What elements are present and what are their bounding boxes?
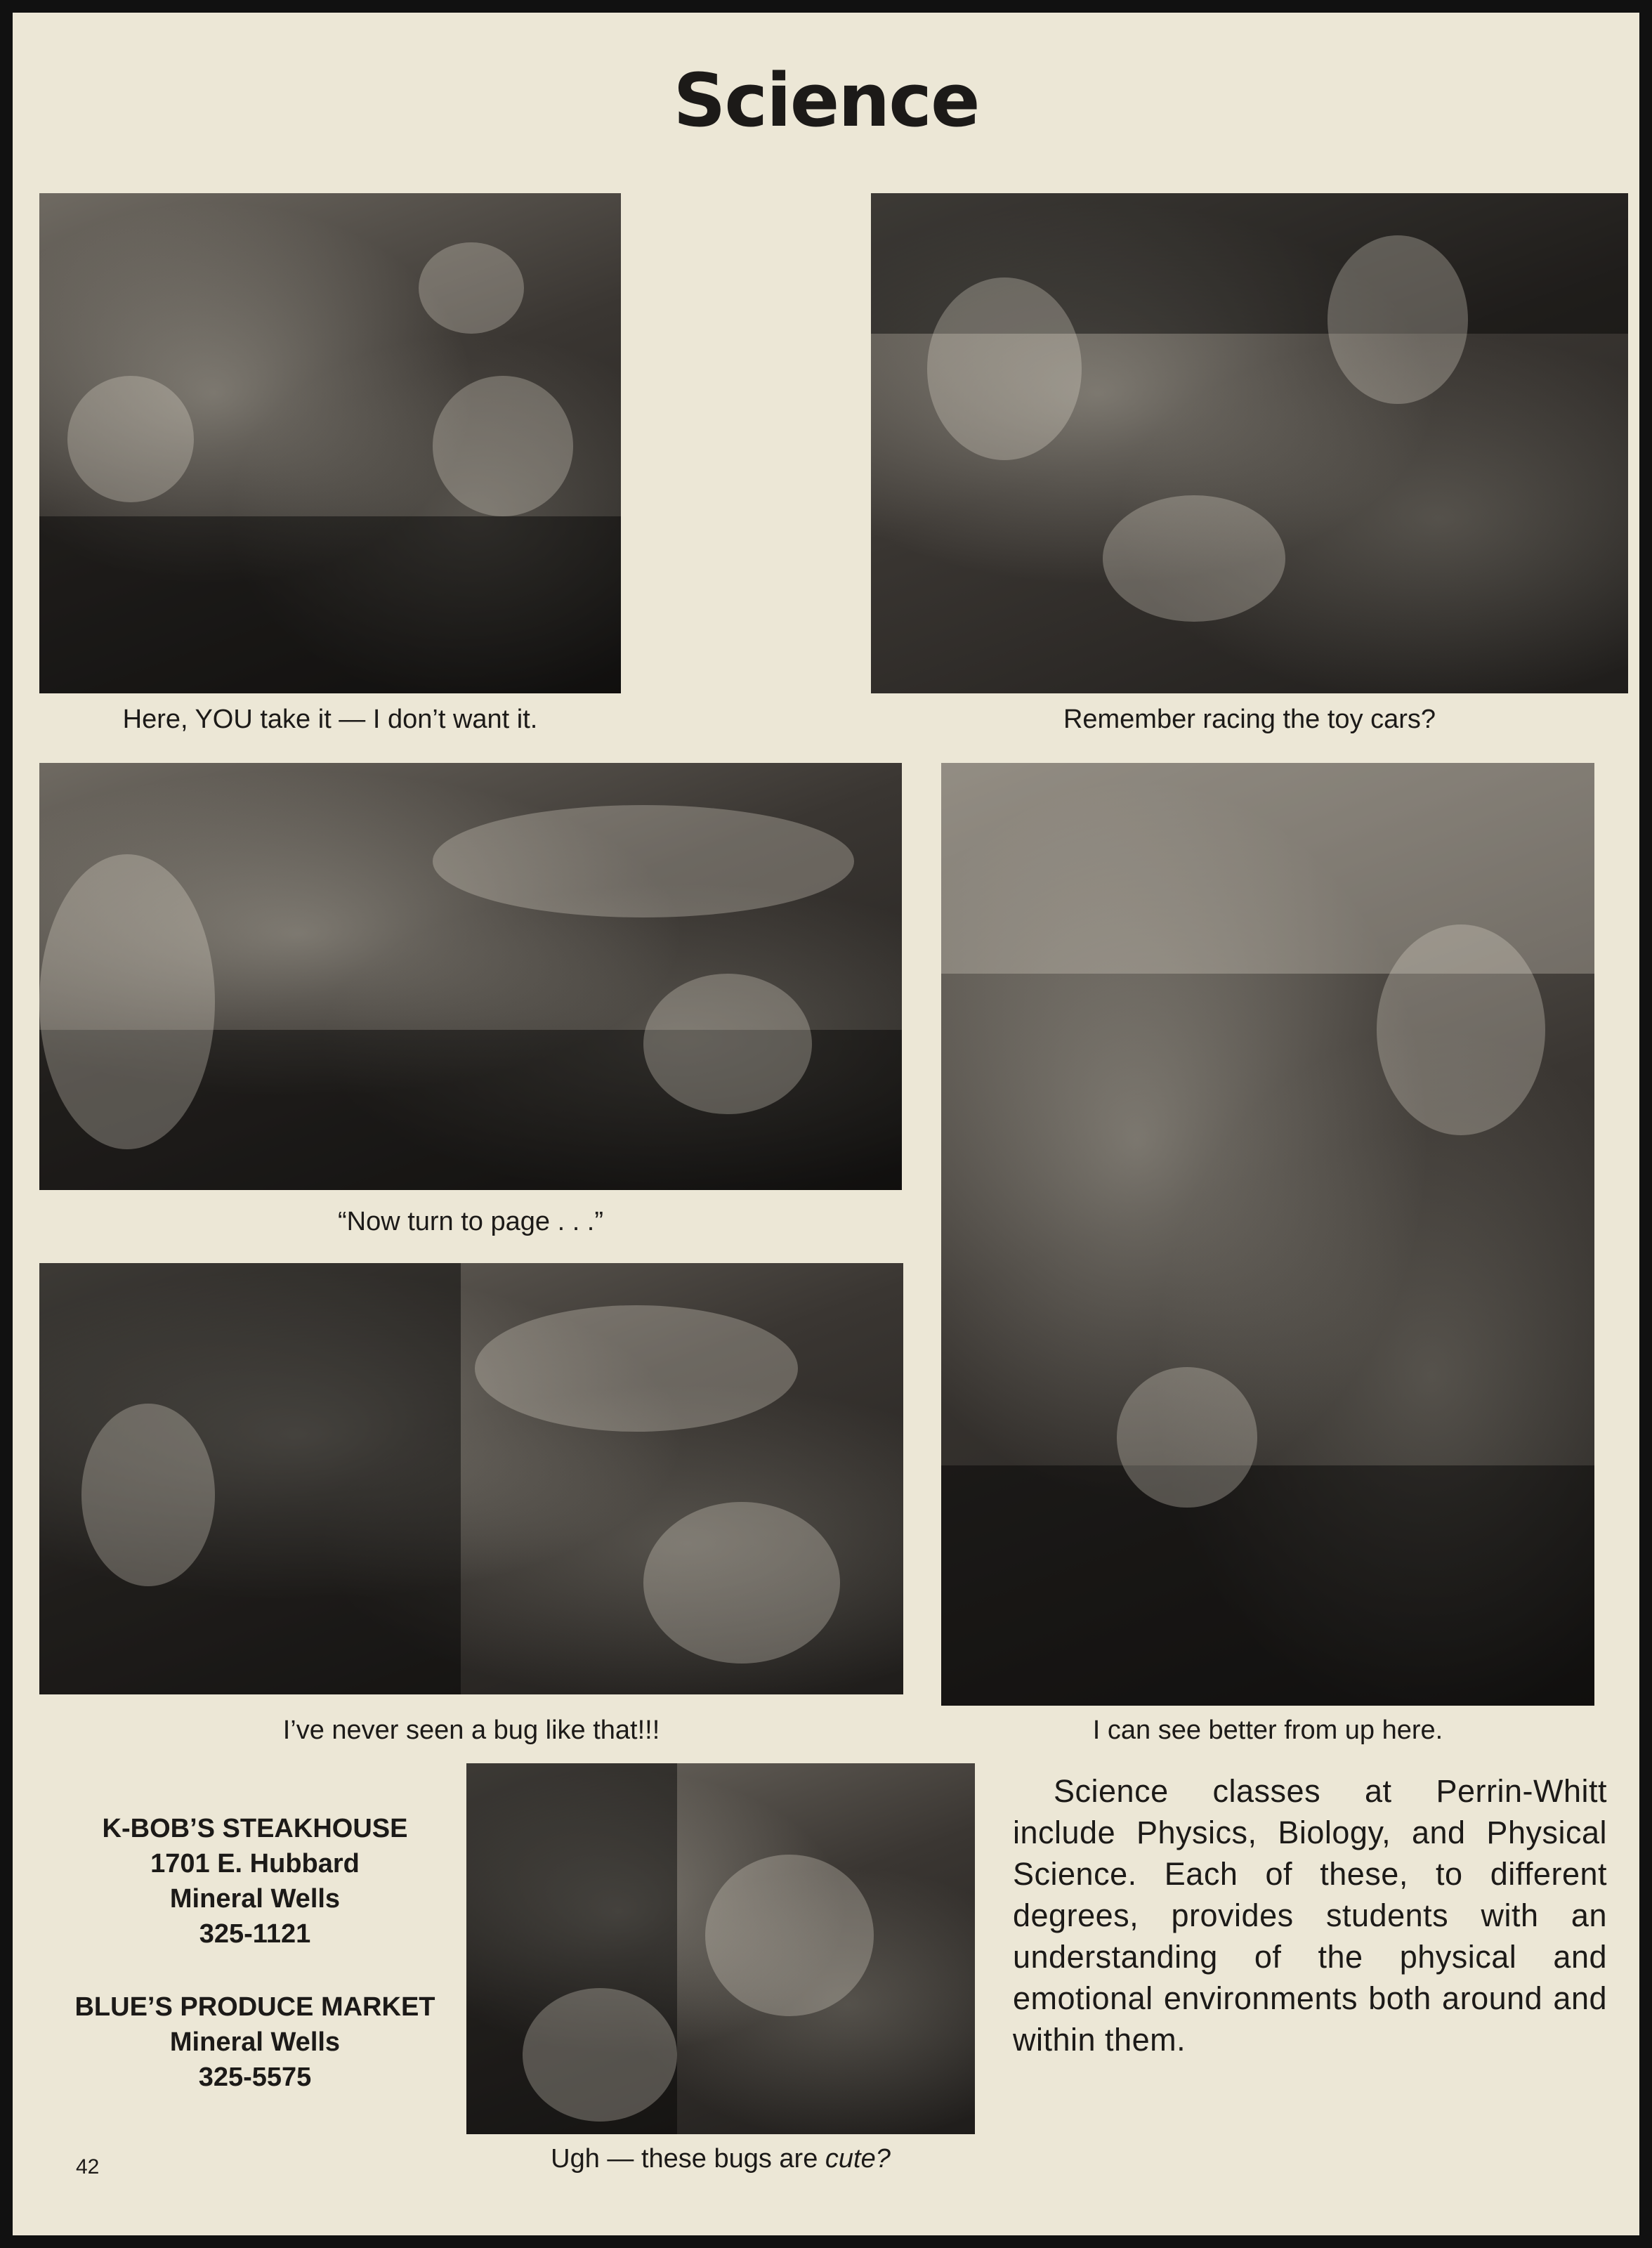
photo-classroom — [39, 763, 902, 1190]
photo-bugs-cute — [466, 1763, 975, 2134]
photo-standing-on-table-caption: I can see better from up here. — [1092, 1716, 1443, 1745]
photo-toy-cars-caption: Remember racing the toy cars? — [1063, 705, 1436, 734]
photo-bug-inspection — [39, 1263, 903, 1694]
caption-emphasis: cute? — [825, 2144, 891, 2174]
ad-blues-produce-market — [48, 1989, 462, 2095]
page-number: 42 — [76, 2155, 100, 2178]
photo-lab-table-caption: Here, YOU take it — I don’t want it. — [122, 705, 538, 734]
ad-line: 325-5575 — [198, 2063, 312, 2092]
ad-line: Mineral Wells — [169, 1884, 341, 1914]
photo-standing-on-table — [941, 763, 1594, 1706]
photo-toy-cars — [871, 193, 1628, 693]
body-paragraph: Science classes at Perrin-Whitt include Physics, Biology, and Physical Science. Each of these, to different degrees, provides students with an understanding of the physical and emotional environments both around and within them. — [1013, 1773, 1607, 2058]
ad-name: BLUE’S PRODUCE MARKET — [74, 1992, 435, 2022]
ad-line: 325-1121 — [199, 1919, 311, 1949]
ad-line: Mineral Wells — [169, 2027, 341, 2057]
ad-name: K-BOB’S STEAKHOUSE — [102, 1814, 408, 1843]
photo-classroom-caption: “Now turn to page . . .” — [337, 1207, 604, 1236]
yearbook-page — [13, 13, 1639, 2235]
page-title: Science — [673, 58, 979, 143]
photo-bug-inspection-caption: I’ve never seen a bug like that!!! — [282, 1716, 660, 1745]
photo-lab-table — [39, 193, 621, 693]
caption-text: Ugh — these bugs are — [551, 2144, 825, 2174]
ad-line: 1701 E. Hubbard — [150, 1849, 360, 1878]
ad-k-bobs-steakhouse — [48, 1811, 462, 1952]
photo-bugs-cute-caption — [466, 2144, 975, 2174]
